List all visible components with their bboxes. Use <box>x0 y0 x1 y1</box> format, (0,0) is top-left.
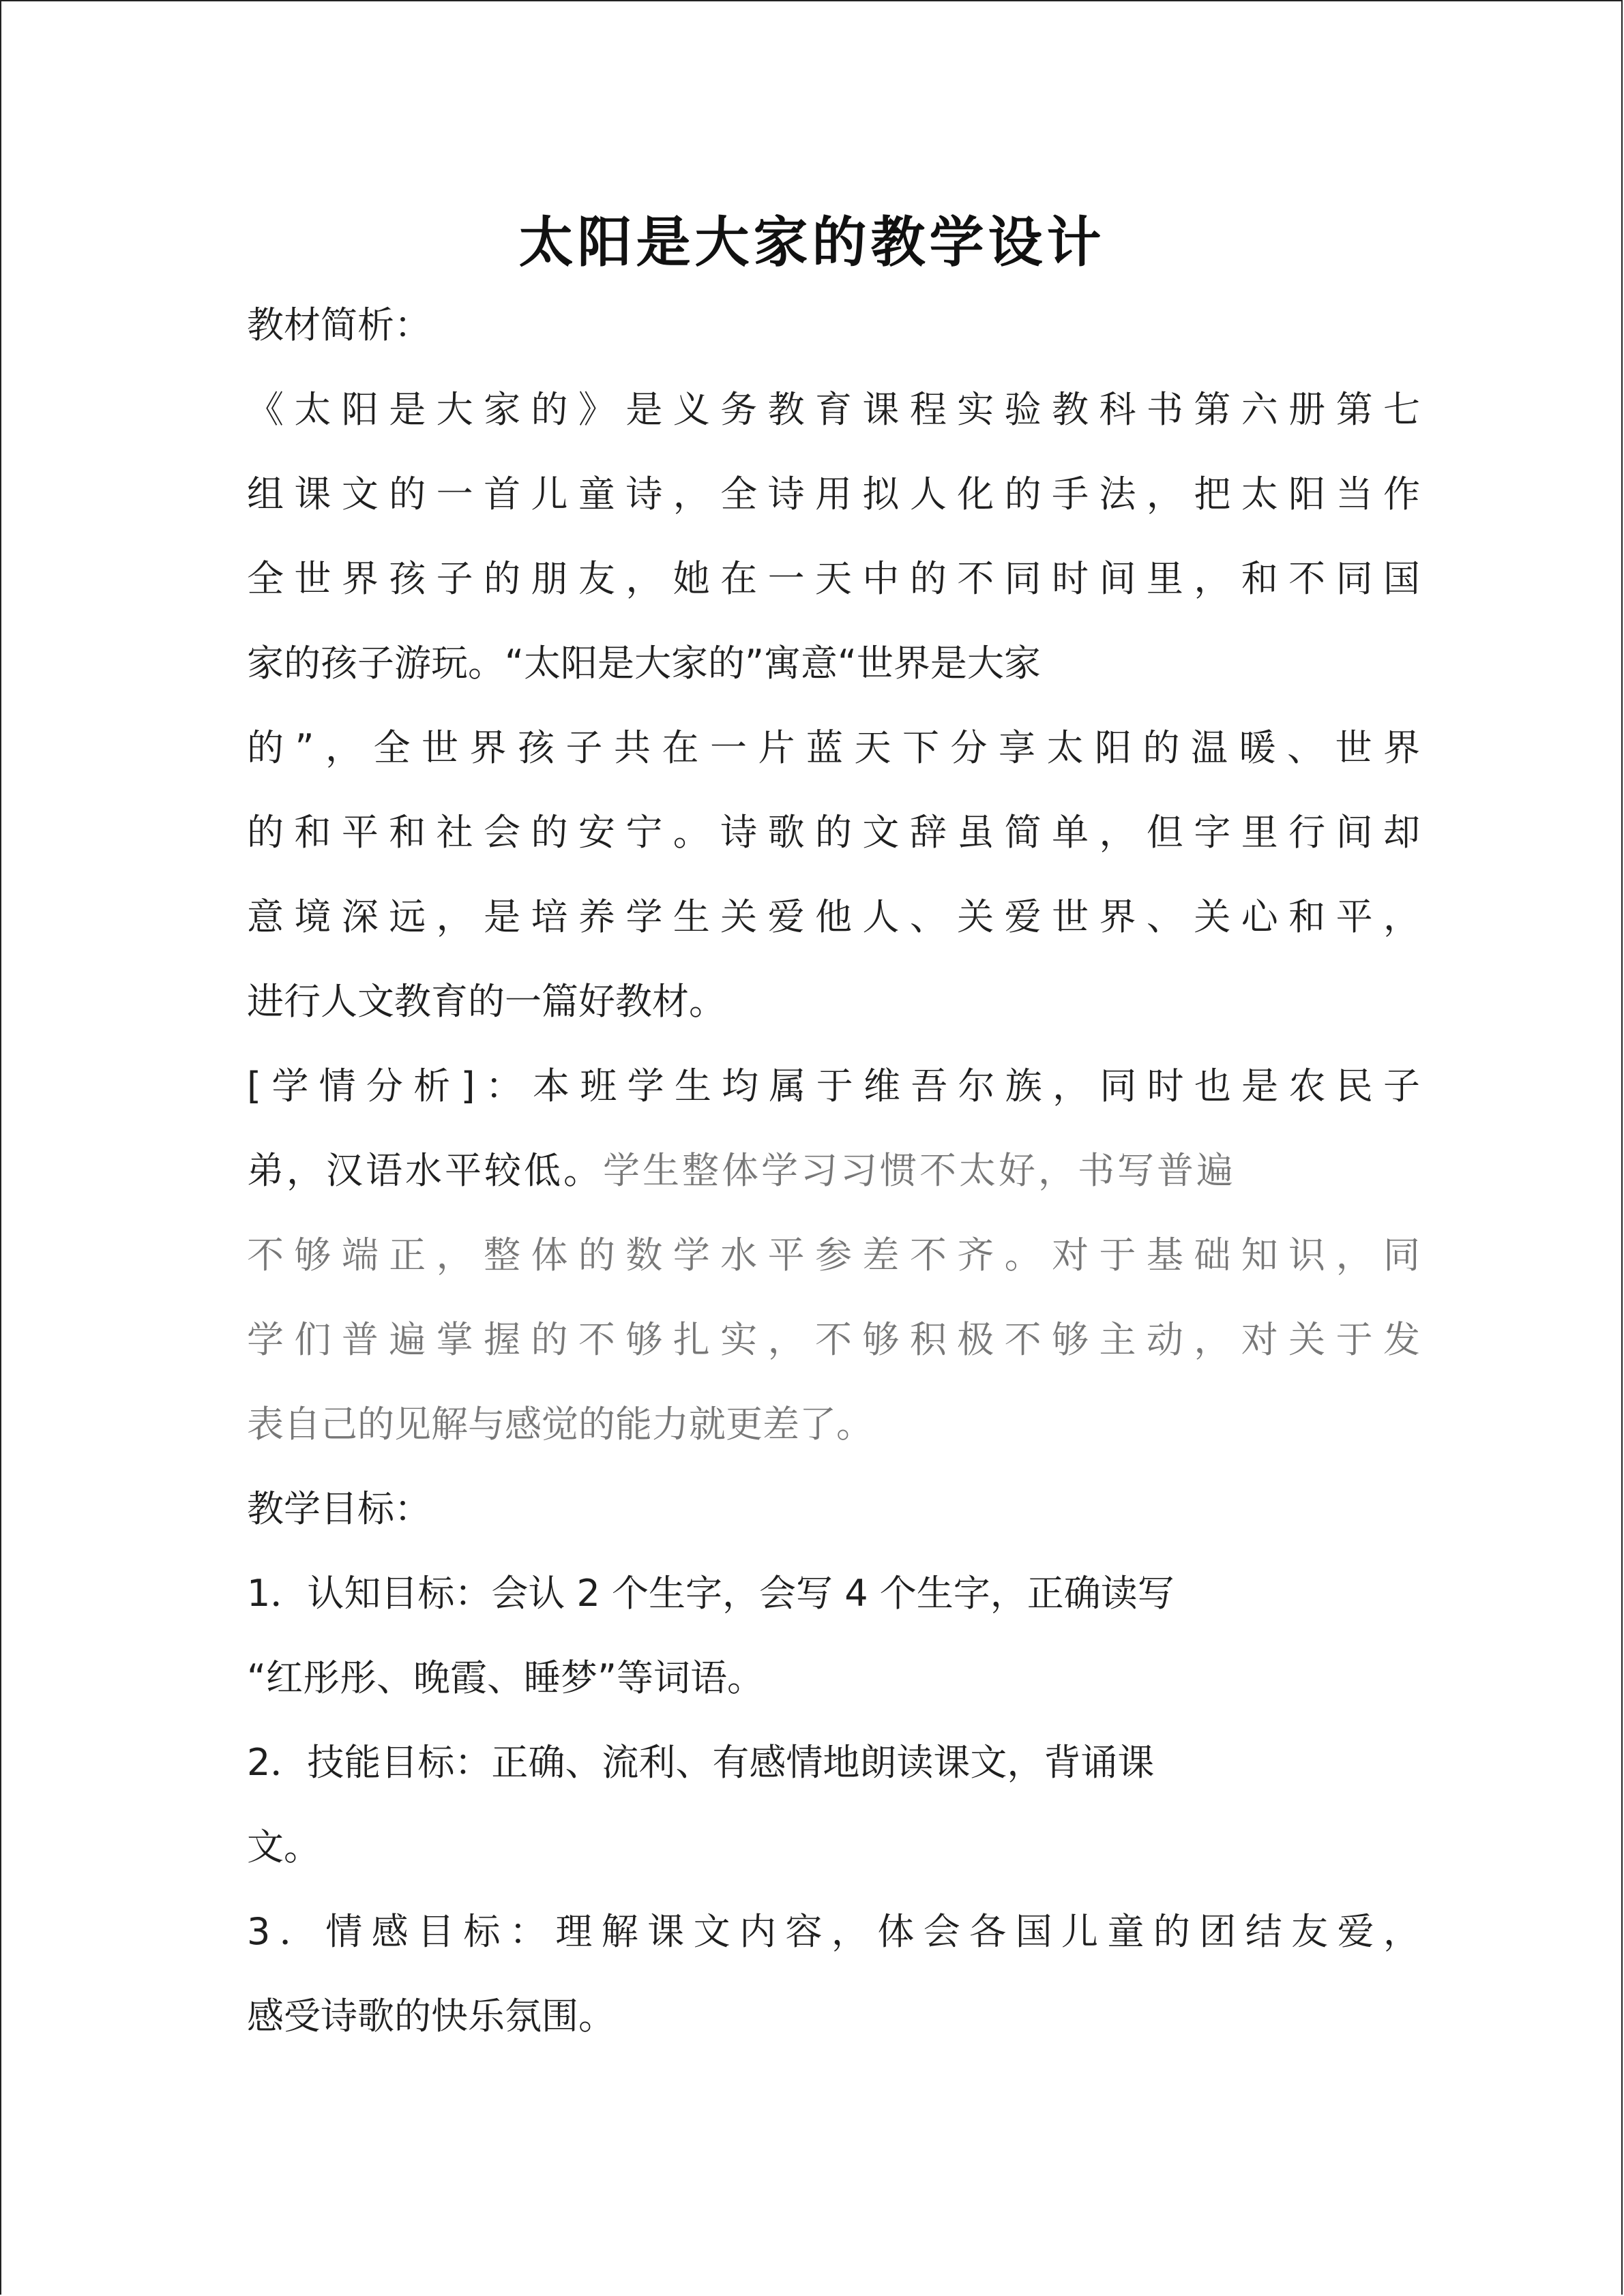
goal-line: 文。 <box>247 1825 321 1868</box>
section-heading-material: 教材简析： <box>247 303 431 346</box>
section-heading-goals: 教学目标： <box>247 1487 431 1530</box>
paragraph-line: 进行人文教育的一篇好教材。 <box>247 980 726 1023</box>
student-analysis-line: [学情分析]：本班学生均属于维吾尔族，同时也是农民子 <box>247 1064 1420 1107</box>
student-analysis-line-grey: 不够端正，整体的数学水平参差不齐。对于基础知识，同 <box>247 1234 1420 1277</box>
goal-line: “红彤彤、晚霞、睡梦”等词语。 <box>247 1656 764 1699</box>
paragraph-line: 的和平和社会的安宁。诗歌的文辞虽简单，但字里行间却 <box>247 811 1420 854</box>
document-title: 太阳是大家的教学设计 <box>518 210 1106 274</box>
paragraph-line: 的”，全世界孩子共在一片蓝天下分享太阳的温暖、世界 <box>247 726 1420 769</box>
goal-line: 2．技能目标：正确、流利、有感情地朗读课文，背诵课 <box>247 1741 1155 1784</box>
goal-line: 1．认知目标：会认 2 个生字，会写 4 个生字，正确读写 <box>247 1572 1175 1615</box>
paragraph-line: 《太阳是大家的》是义务教育课程实验教科书第六册第七 <box>247 388 1420 431</box>
student-analysis-line-grey: 学们普遍掌握的不够扎实，不够积极不够主动，对关于发 <box>247 1318 1420 1361</box>
student-analysis-line-grey: 表自己的见解与感觉的能力就更差了。 <box>247 1403 873 1446</box>
goal-line: 感受诗歌的快乐氛围。 <box>247 1995 615 2038</box>
paragraph-line: 意境深远，是培养学生关爱他人、关爱世界、关心和平， <box>247 895 1420 938</box>
paragraph-line: 全世界孩子的朋友，她在一天中的不同时间里，和不同国 <box>247 557 1420 600</box>
paragraph-line: 组课文的一首儿童诗，全诗用拟人化的手法，把太阳当作 <box>247 473 1420 516</box>
paragraph-line: 家的孩子游玩。“太阳是大家的”寓意“世界是大家 <box>247 642 1041 685</box>
goal-line: 3．情感目标：理解课文内容，体会各国儿童的团结友爱， <box>247 1910 1420 1953</box>
student-analysis-line <box>247 1147 1420 1195</box>
student-analysis-text: 弟，汉语水平较低。 <box>247 1149 603 1192</box>
student-analysis-text-grey: 学生整体学习习惯不太好，书写普遍 <box>603 1149 1236 1192</box>
